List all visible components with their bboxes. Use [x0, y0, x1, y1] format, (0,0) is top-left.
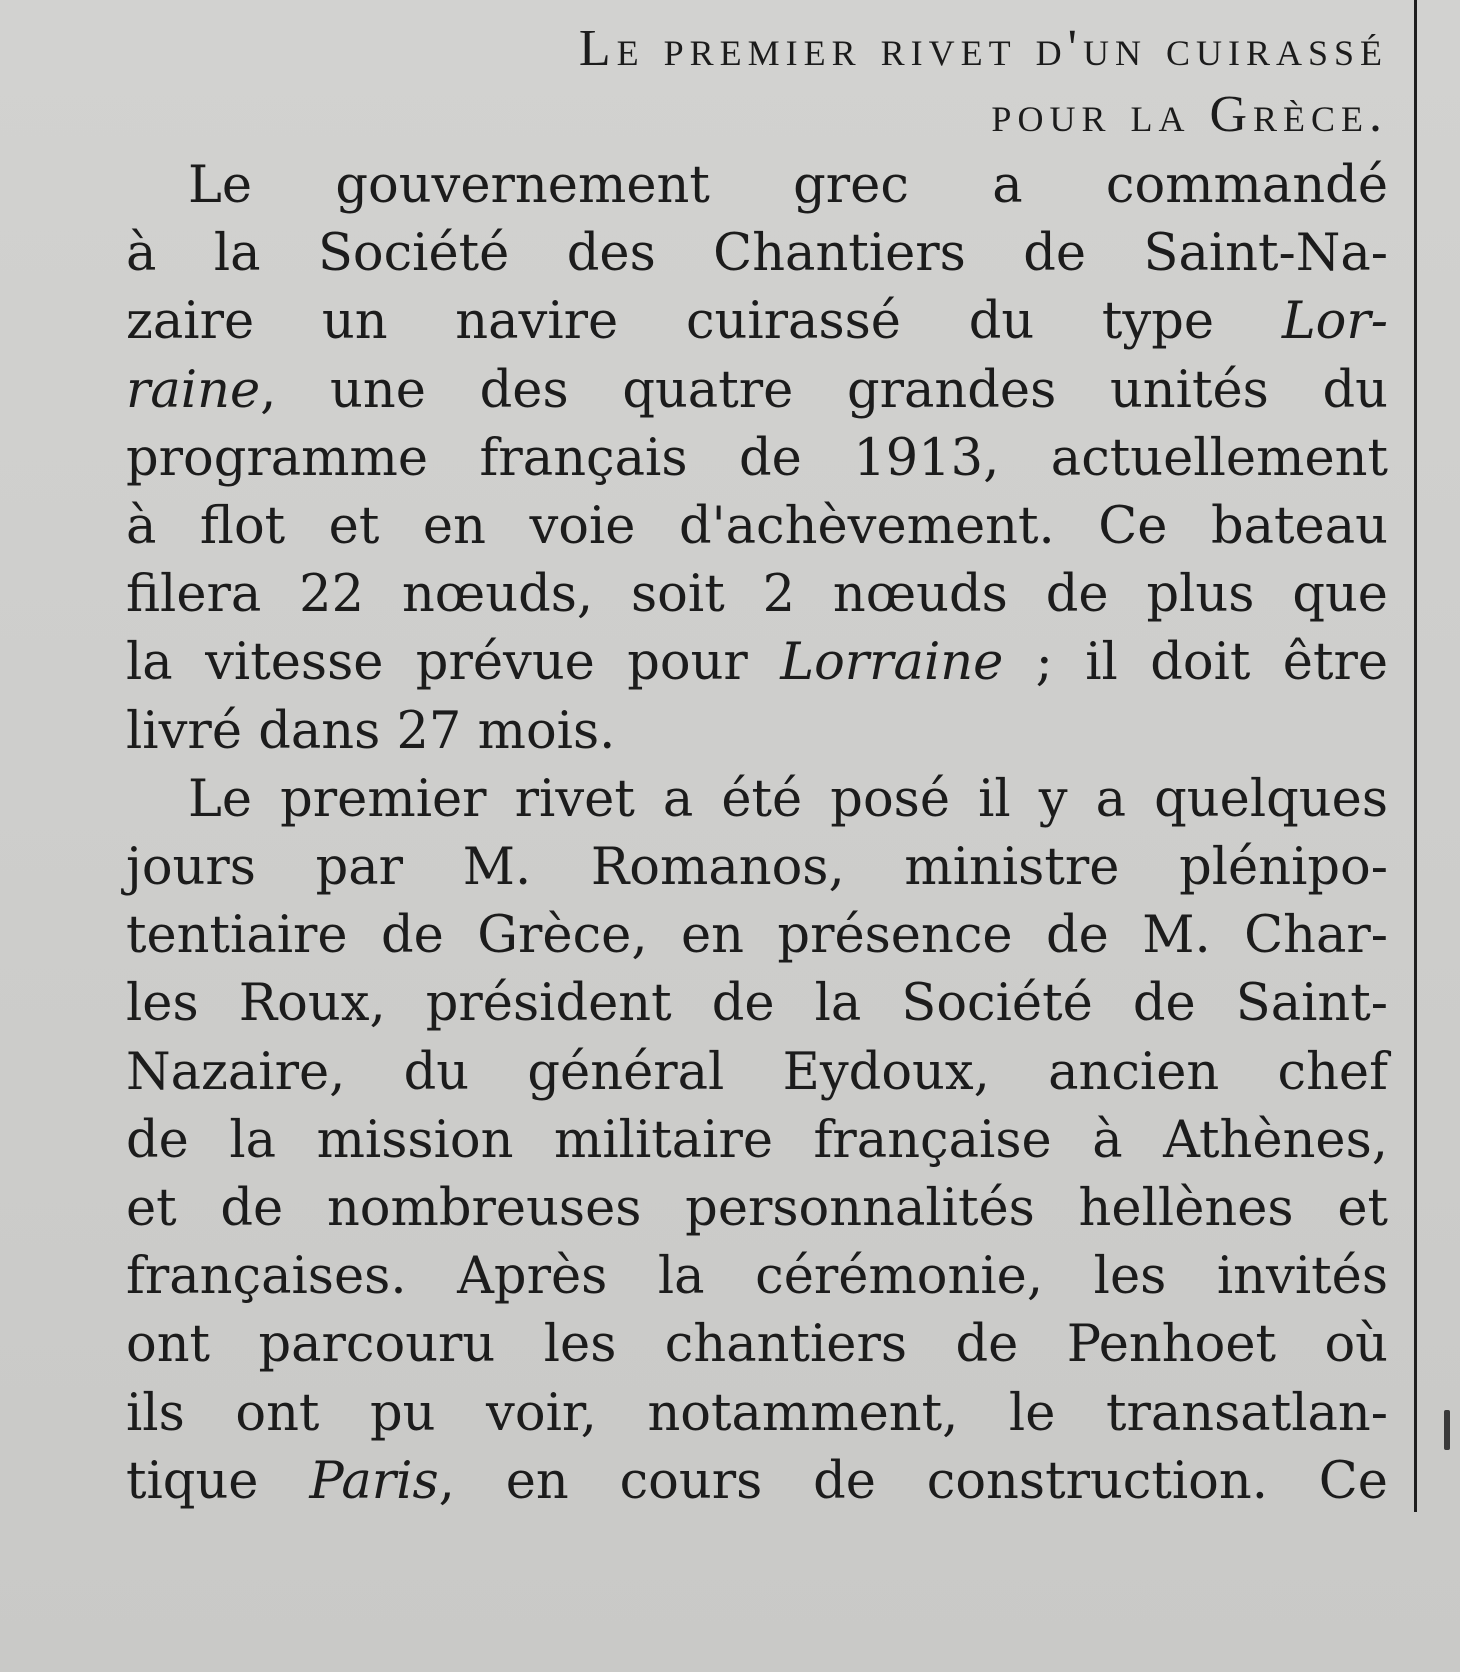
p2-line-8: françaises. Après la cérémonie, les invités — [126, 1247, 1388, 1307]
heading-line-1: Le premier rivet d'un cuirassé — [578, 20, 1388, 77]
p2-line-4: les Roux, président de la Société de Saint- — [126, 974, 1388, 1034]
p1-line-7: filera 22 nœuds, soit 2 nœuds de plus que — [126, 565, 1388, 625]
p1-line-5: programme français de 1913, actuellement — [126, 428, 1388, 488]
p2-line-9: ont parcouru les chantiers de Penhoet où — [126, 1315, 1388, 1375]
heading-line-2: pour la Grèce. — [991, 86, 1388, 143]
p1-line-1: Le gouvernement grec a commandé — [188, 156, 1388, 215]
p1-line-3 — [126, 288, 1388, 356]
p2-line-2: jours par M. Romanos, ministre plénipo- — [126, 838, 1388, 898]
p2-line-11-italic: Paris — [309, 1451, 439, 1511]
p1-line-8-text-b: ; il doit être — [1003, 633, 1389, 693]
p2-line-6: de la mission militaire française à Athènes, — [126, 1110, 1388, 1170]
p1-line-8-text-a: la vitesse prévue pour — [126, 633, 781, 693]
p1-line-3-italic: Lor- — [1281, 292, 1388, 352]
p1-line-9: livré dans 27 mois. — [126, 701, 616, 761]
paragraph-1 — [126, 152, 1388, 766]
p2-line-11-text-a: tique — [126, 1451, 310, 1511]
p1-line-3-text: zaire un navire cuirassé du type — [126, 292, 1282, 352]
p2-line-3: tentiaire de Grèce, en présence de M. Char- — [126, 906, 1388, 966]
p1-line-4-text: , une des quatre grandes unités du — [260, 360, 1388, 420]
p1-line-2: à la Société des Chantiers de Saint-Na- — [126, 224, 1388, 284]
article-heading — [126, 16, 1388, 148]
p1-line-4 — [126, 357, 1388, 425]
p2-line-7: et de nombreuses personnalités hellènes et — [126, 1179, 1388, 1239]
column-rule — [1414, 0, 1417, 1512]
p2-line-11-text-b: , en cours de construction. Ce — [438, 1451, 1388, 1511]
p1-line-8-italic: Lorraine — [780, 633, 1004, 693]
p1-line-8 — [126, 629, 1388, 697]
p2-line-1: Le premier rivet a été posé il y a quelques — [188, 769, 1388, 829]
p2-line-11 — [126, 1448, 1388, 1516]
p2-line-5: Nazaire, du général Eydoux, ancien chef — [126, 1042, 1388, 1102]
p1-line-4-italic: raine — [126, 360, 261, 420]
paragraph-2 — [126, 766, 1388, 1516]
p2-line-10: ils ont pu voir, notamment, le transatlan- — [126, 1383, 1388, 1443]
margin-mark — [1444, 1410, 1450, 1450]
article-column — [126, 16, 1388, 1516]
p1-line-6: à flot et en voie d'achèvement. Ce bateau — [126, 497, 1388, 557]
